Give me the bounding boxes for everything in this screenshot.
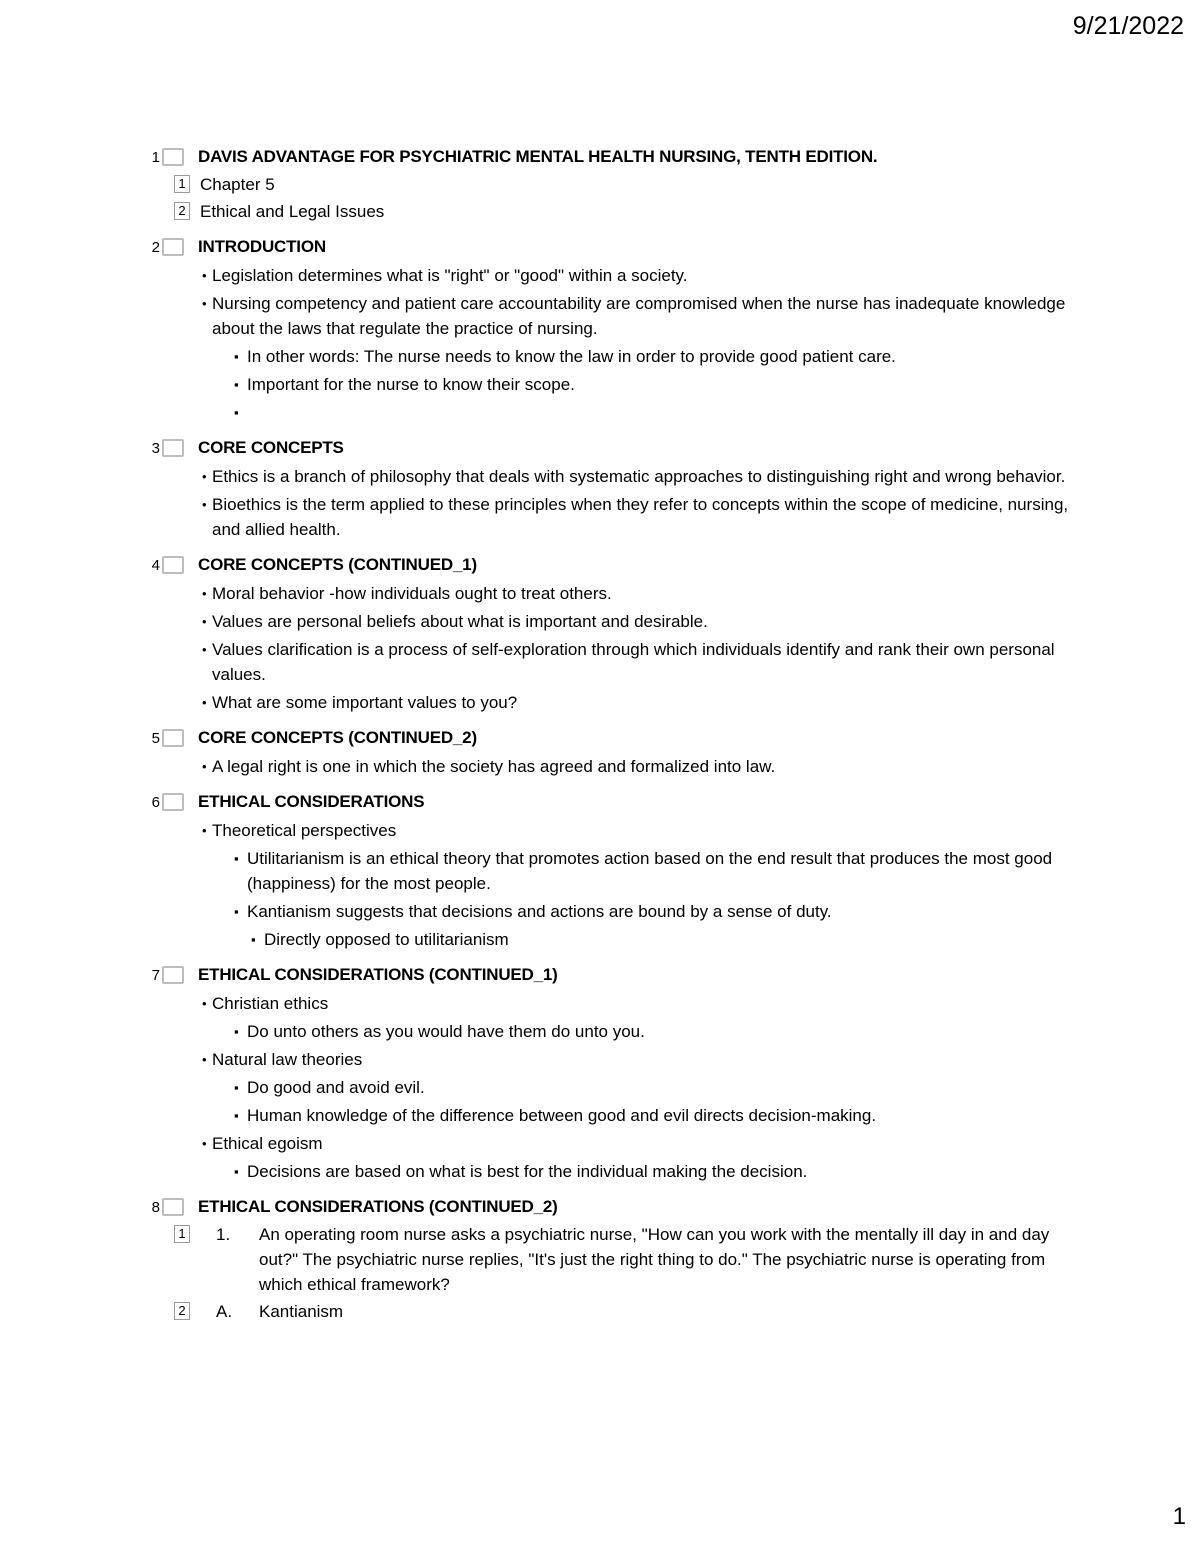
slide-number: 6: [151, 793, 160, 811]
sub-bullet-item: ▪ Utilitarianism is an ethical theory that promotes action based on the end result that produces the most good (happiness) for the most people.: [200, 846, 1070, 896]
paragraph-text: Ethical and Legal Issues: [200, 202, 385, 221]
sub-sub-bullet-item: ▪ Directly opposed to utilitarianism: [200, 927, 1070, 952]
slide-title: ETHICAL CONSIDERATIONS (CONTINUED_1): [198, 965, 558, 984]
bullet-item: • What are some important values to you?: [200, 690, 1070, 715]
slide-number: 2: [151, 238, 160, 256]
bullet-icon: ▪: [234, 904, 239, 919]
question-paragraph: [178, 1222, 1070, 1297]
bullet-icon: •: [202, 996, 207, 1011]
slide-thumbnail-icon: [162, 729, 184, 747]
sub-bullet-item: ▪ In other words: The nurse needs to know the law in order to provide good patient care.: [200, 344, 1070, 369]
slide-title: ETHICAL CONSIDERATIONS (CONTINUED_2): [198, 1197, 558, 1216]
sub-bullet-item: ▪ Decisions are based on what is best for the individual making the decision.: [200, 1159, 1070, 1184]
paragraph-text: Chapter 5: [200, 175, 275, 194]
slide-5: [146, 725, 1200, 779]
slide-outline: [0, 144, 1200, 1334]
slide-number: 1: [151, 148, 160, 166]
slide-title: CORE CONCEPTS (CONTINUED_2): [198, 728, 477, 747]
paragraph-number-badge: 2: [174, 1302, 190, 1320]
slide-header: [146, 234, 1200, 260]
slide-6: [146, 789, 1200, 952]
slide-title: CORE CONCEPTS (CONTINUED_1): [198, 555, 477, 574]
sub-bullet-item: ▪ Do good and avoid evil.: [200, 1075, 1070, 1100]
paragraph: [178, 172, 1070, 197]
slide-number: 7: [151, 966, 160, 984]
bullet-item: • Ethical egoism: [200, 1131, 1070, 1156]
slide-number: 8: [151, 1198, 160, 1216]
bullet-icon: ▪: [234, 1108, 239, 1123]
slide-2: [146, 234, 1200, 425]
bullet-icon: •: [202, 823, 207, 838]
sub-bullet-item: ▪ Kantianism suggests that decisions and actions are bound by a sense of duty.: [200, 899, 1070, 924]
slide-thumbnail-icon: [162, 238, 184, 256]
sub-bullet-item: ▪ Human knowledge of the difference between good and evil directs decision-making.: [200, 1103, 1070, 1128]
bullet-icon: ▪: [234, 1164, 239, 1179]
page-number: 1: [1172, 1503, 1186, 1530]
slide-number: 3: [151, 439, 160, 457]
slide-title: ETHICAL CONSIDERATIONS: [198, 792, 425, 811]
paragraph: [178, 199, 1070, 224]
bullet-icon: •: [202, 296, 207, 311]
slide-3: [146, 435, 1200, 542]
bullet-icon: ▪: [234, 851, 239, 866]
bullet-item: • Values are personal beliefs about what is important and desirable.: [200, 609, 1070, 634]
bullet-icon: •: [202, 1136, 207, 1151]
bullet-icon: •: [202, 759, 207, 774]
slide-number: 5: [151, 729, 160, 747]
slide-header: [146, 144, 1200, 170]
bullet-icon: ▪: [251, 932, 256, 947]
paragraph-number-badge: 1: [174, 1225, 190, 1243]
bullet-icon: •: [202, 614, 207, 629]
slide-title: DAVIS ADVANTAGE FOR PSYCHIATRIC MENTAL HEALTH NURSING, TENTH EDITION.: [198, 147, 878, 166]
slide-header: [146, 962, 1200, 988]
slide-header: [146, 1194, 1200, 1220]
slide-header: [146, 552, 1200, 578]
bullet-icon: ▪: [234, 1024, 239, 1039]
paragraph-number-badge: 1: [174, 175, 190, 193]
bullet-icon: ▪: [234, 349, 239, 364]
bullet-item: • Nursing competency and patient care accountability are compromised when the nurse has inadequate knowledge about the laws that regulate the practice of nursing.: [200, 291, 1070, 341]
question-number: 1.: [216, 1225, 231, 1244]
sub-bullet-item: ▪ Important for the nurse to know their scope.: [200, 372, 1070, 397]
slide-thumbnail-icon: [162, 148, 184, 166]
question-text: An operating room nurse asks a psychiatric nurse, "How can you work with the mentally ill day in and day out?" The psychiatric nurse replies, "It's just the right thing to do." The psychiatric nurse is operating from which ethical framework?: [259, 1225, 1050, 1294]
slide-1: [146, 144, 1200, 224]
slide-thumbnail-icon: [162, 1198, 184, 1216]
answer-letter: A.: [216, 1302, 233, 1321]
slide-header: [146, 725, 1200, 751]
paragraph-number-badge: 2: [174, 202, 190, 220]
bullet-icon: •: [202, 642, 207, 657]
bullet-item: • A legal right is one in which the society has agreed and formalized into law.: [200, 754, 1070, 779]
slide-thumbnail-icon: [162, 966, 184, 984]
bullet-icon: ▪: [234, 405, 239, 420]
slide-4: [146, 552, 1200, 715]
bullet-icon: •: [202, 586, 207, 601]
bullet-item: • Bioethics is the term applied to these principles when they refer to concepts within the scope of medicine, nursing, and allied health.: [200, 492, 1070, 542]
bullet-icon: ▪: [234, 1080, 239, 1095]
print-date: 9/21/2022: [1072, 12, 1184, 40]
slide-title: CORE CONCEPTS: [198, 438, 344, 457]
bullet-item: • Legislation determines what is "right" or "good" within a society.: [200, 263, 1070, 288]
slide-8: [146, 1194, 1200, 1324]
slide-7: [146, 962, 1200, 1184]
sub-bullet-item: ▪ Do unto others as you would have them do unto you.: [200, 1019, 1070, 1044]
bullet-item: • Moral behavior -how individuals ought to treat others.: [200, 581, 1070, 606]
bullet-icon: •: [202, 497, 207, 512]
bullet-item: • Natural law theories: [200, 1047, 1070, 1072]
slide-header: [146, 435, 1200, 461]
slide-thumbnail-icon: [162, 556, 184, 574]
bullet-icon: •: [202, 268, 207, 283]
sub-bullet-item: [200, 400, 1070, 425]
slide-thumbnail-icon: [162, 439, 184, 457]
answer-paragraph: [178, 1299, 1070, 1324]
bullet-icon: ▪: [234, 377, 239, 392]
slide-number: 4: [151, 556, 160, 574]
bullet-item: • Ethics is a branch of philosophy that deals with systematic approaches to distinguishing right and wrong behavior.: [200, 464, 1070, 489]
bullet-icon: •: [202, 695, 207, 710]
bullet-item: • Theoretical perspectives: [200, 818, 1070, 843]
answer-text: Kantianism: [259, 1302, 344, 1321]
bullet-icon: •: [202, 469, 207, 484]
slide-title: INTRODUCTION: [198, 237, 326, 256]
slide-header: [146, 789, 1200, 815]
bullet-item: • Christian ethics: [200, 991, 1070, 1016]
slide-thumbnail-icon: [162, 793, 184, 811]
bullet-icon: •: [202, 1052, 207, 1067]
bullet-item: • Values clarification is a process of self-exploration through which individuals identify and rank their own personal values.: [200, 637, 1070, 687]
